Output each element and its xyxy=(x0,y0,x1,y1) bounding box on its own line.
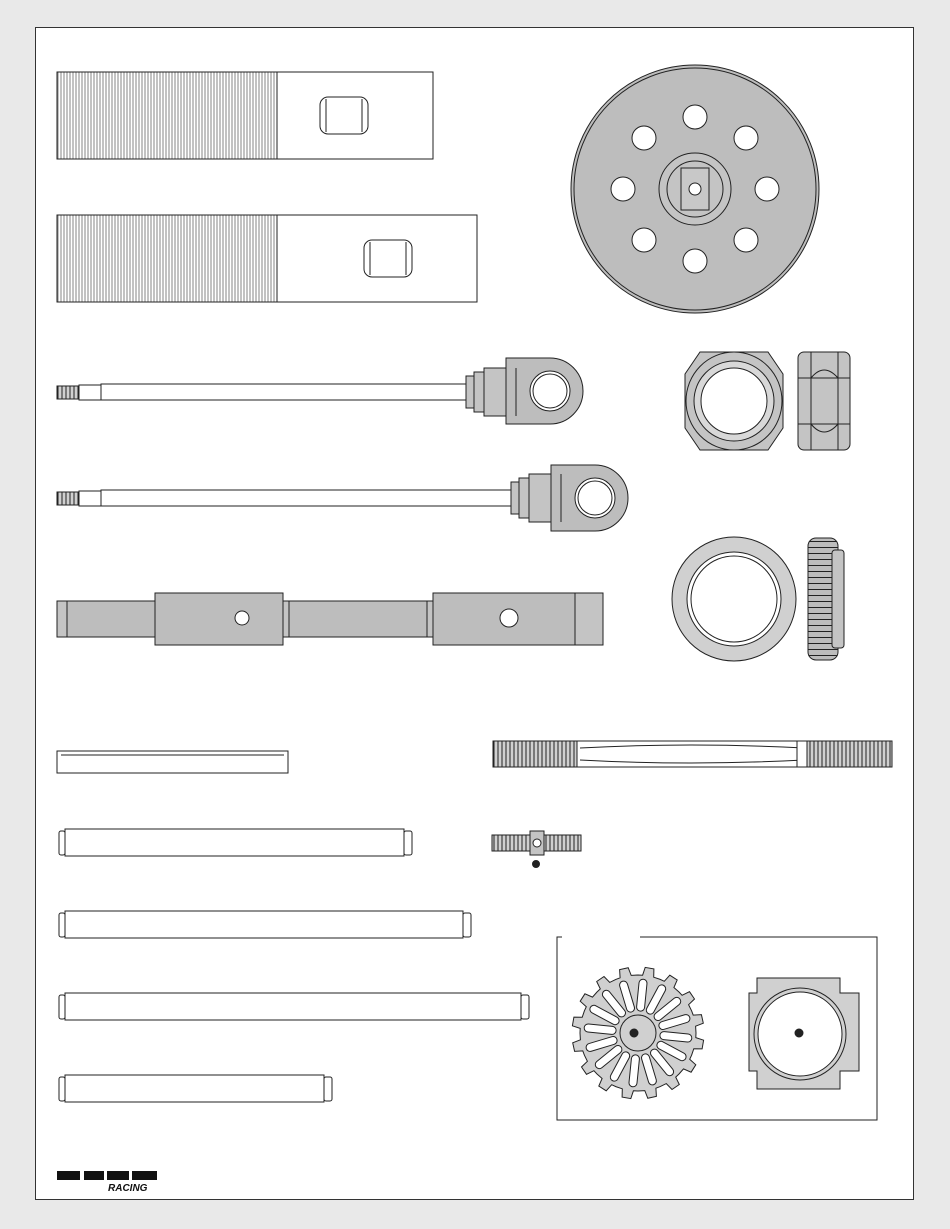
pin-3 xyxy=(59,993,529,1020)
double-threaded-stud-long xyxy=(493,741,892,767)
round-spoked-disc xyxy=(571,65,819,313)
ring-washer xyxy=(672,537,796,661)
gear-slot xyxy=(641,983,643,1007)
shaft-with-two-collars xyxy=(57,593,603,645)
drive-cup xyxy=(749,978,859,1089)
gear-slot xyxy=(588,1028,612,1030)
spur-gear-center-dot xyxy=(630,1029,638,1037)
threaded-rod-with-eye-end-short xyxy=(57,358,583,424)
spur-gear xyxy=(572,967,703,1098)
hex-nut xyxy=(685,352,783,450)
pin-2 xyxy=(59,911,471,938)
gear-slot xyxy=(664,1036,688,1038)
knurled-grip-plate-short xyxy=(57,72,433,159)
pin-1 xyxy=(59,829,412,856)
flat-bar xyxy=(57,751,288,773)
threaded-rod-with-eye-end-long xyxy=(57,465,628,531)
pin-4 xyxy=(59,1075,332,1102)
gear-slot xyxy=(633,1059,635,1083)
knurled-ring-side-view xyxy=(808,538,844,660)
brand-logo xyxy=(57,1171,157,1194)
knurled-grip-plate-long xyxy=(57,215,477,302)
brand-tagline: RACING xyxy=(108,1183,148,1194)
hex-nut-side-view xyxy=(798,352,850,450)
threaded-stud-short xyxy=(492,831,581,868)
